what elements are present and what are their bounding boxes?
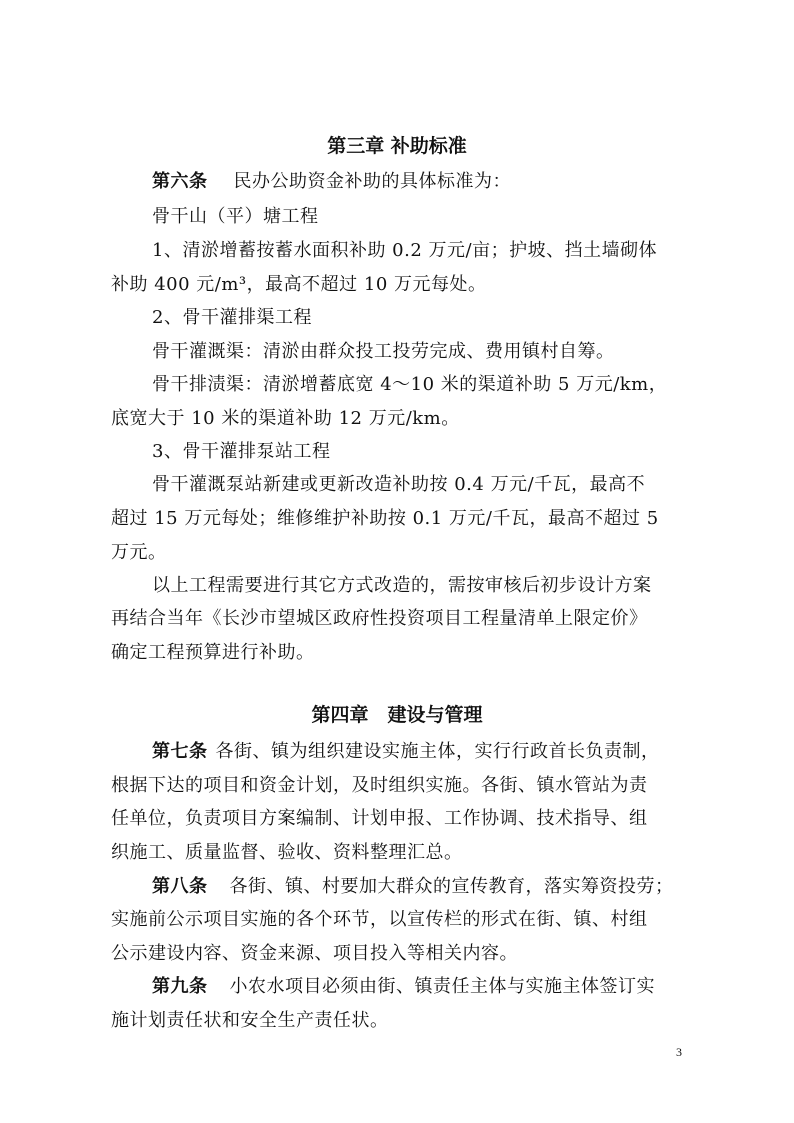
paragraph-line: 骨干排渍渠：清淤增蓄底宽 4～10 米的渠道补助 5 万元/km， [152,374,668,395]
paragraph-line: 公示建设内容、资金来源、项目投入等相关内容。 [111,943,518,964]
paragraph-line: 实施前公示项目实施的各个环节，以宣传栏的形式在街、镇、村组 [111,909,648,930]
paragraph-line: 骨干灌溉渠：清淤由群众投工投劳完成、费用镇村自筹。 [152,341,615,362]
article-9-text: 小农水项目必须由街、镇责任主体与实施主体签订实 [229,976,655,997]
paragraph-line: 织施工、质量监督、验收、资料整理汇总。 [111,842,463,863]
paragraph-line: 再结合当年《长沙市望城区政府性投资项目工程量清单上限定价》 [111,608,648,629]
paragraph-line: 施计划责任状和安全生产责任状。 [111,1010,389,1031]
paragraph-line: 超过 15 万元每处；维修维护补助按 0.1 万元/千瓦，最高不超过 5 [111,508,659,529]
article-6 [152,167,511,193]
section-pump-title: 3、骨干灌排泵站工程 [152,441,331,462]
paragraph-line: 任单位，负责项目方案编制、计划申报、工作协调、技术指导、组 [111,808,648,829]
article-8-label: 第八条 [152,876,208,897]
paragraph-line: 底宽大于 10 米的渠道补助 12 万元/km。 [111,408,460,429]
paragraph-line: 1、清淤增蓄按蓄水面积补助 0.2 万元/亩；护坡、挡土墙砌体 [152,240,658,261]
paragraph-line: 万元。 [111,542,167,563]
paragraph-line: 以上工程需要进行其它方式改造的，需按审核后初步设计方案 [152,575,652,596]
section-pond-title: 骨干山（平）塘工程 [152,206,319,227]
article-8-text: 各街、镇、村要加大群众的宣传教育，落实筹资投劳； [229,876,674,897]
section-canal-title: 2、骨干灌排渠工程 [152,307,312,328]
chapter-3-title: 第三章 补助标准 [327,135,467,157]
paragraph-line: 补助 400 元/m³，最高不超过 10 万元每处。 [111,274,487,295]
article-6-label: 第六条 [152,171,208,192]
article-7-text: 各街、镇为组织建设实施主体，实行行政首长负责制， [215,741,660,762]
article-8 [152,872,674,898]
article-6-text: 民办公助资金补助的具体标准为： [233,171,511,192]
page-number: 3 [676,1045,682,1059]
paragraph-line: 确定工程预算进行补助。 [111,642,315,663]
article-9-label: 第九条 [152,976,208,997]
paragraph-line: 根据下达的项目和资金计划，及时组织实施。各街、镇水管站为责 [111,775,648,796]
article-9 [152,972,655,998]
paragraph-line: 骨干灌溉泵站新建或更新改造补助按 0.4 万元/千瓦，最高不 [152,474,646,495]
article-7-label: 第七条 [152,741,208,762]
chapter-4-title: 第四章 建设与管理 [311,704,483,726]
article-7 [152,737,660,763]
